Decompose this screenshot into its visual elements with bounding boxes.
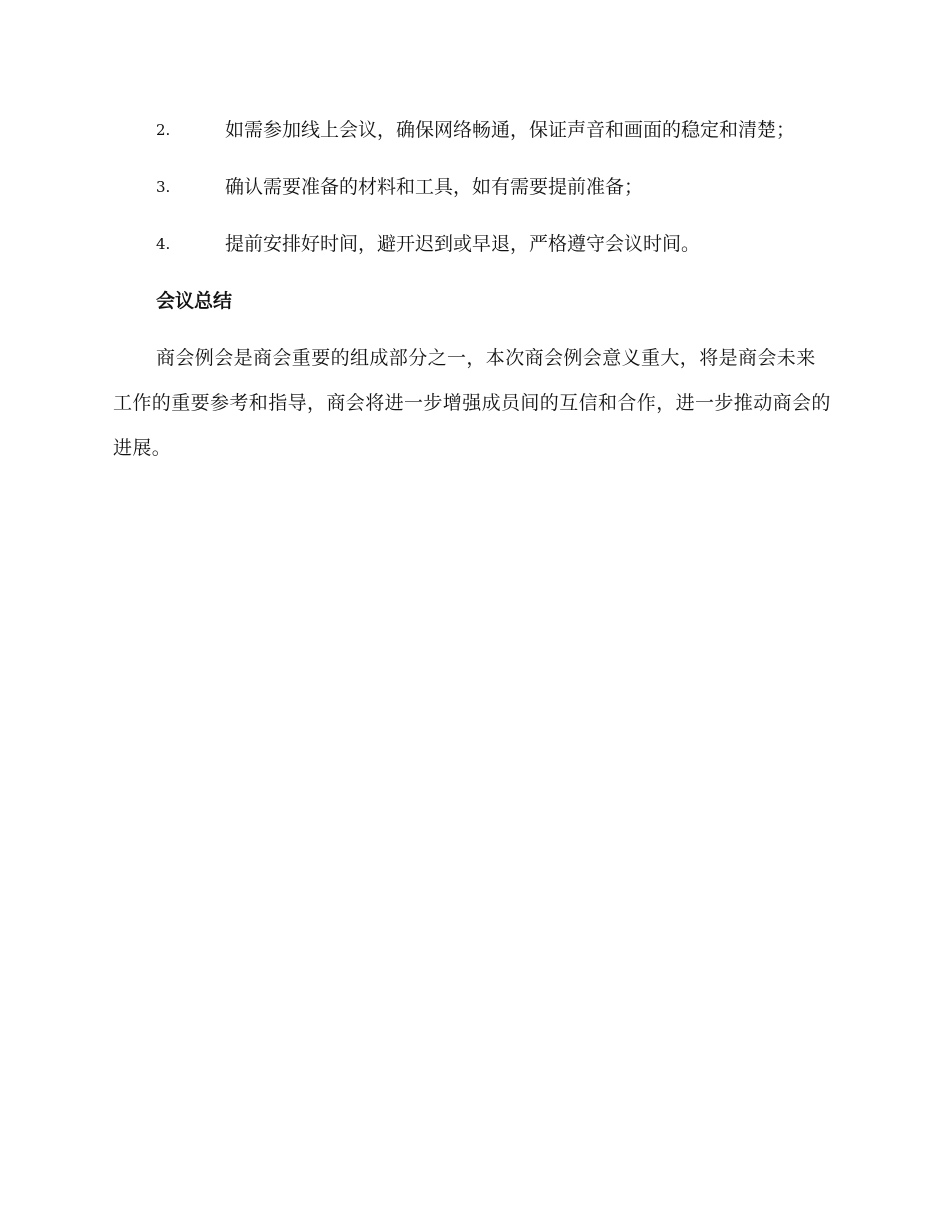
- list-item-text: 提前安排好时间，避开迟到或早退，严格遵守会议时间。: [225, 233, 701, 255]
- list-item: [113, 108, 831, 153]
- list-item-text: 确认需要准备的材料和工具，如有需要提前准备；: [225, 176, 644, 198]
- section-heading: 会议总结: [156, 290, 233, 312]
- list-item: [113, 165, 831, 210]
- summary-paragraph: 商会例会是商会重要的组成部分之一，本次商会例会意义重大，将是商会未来工作的重要参考和指导，商会将进一步增强成员间的互信和合作，进一步推动商会的进展。: [113, 347, 831, 459]
- list-item: [113, 222, 831, 267]
- list-item-number: 4.: [156, 235, 171, 253]
- document-content: [113, 108, 831, 471]
- list-item-text: 如需参加线上会议，确保网络畅通，保证声音和画面的稳定和清楚；: [225, 119, 796, 141]
- list-item-number: 2.: [156, 121, 171, 139]
- list-item-number: 3.: [156, 178, 171, 196]
